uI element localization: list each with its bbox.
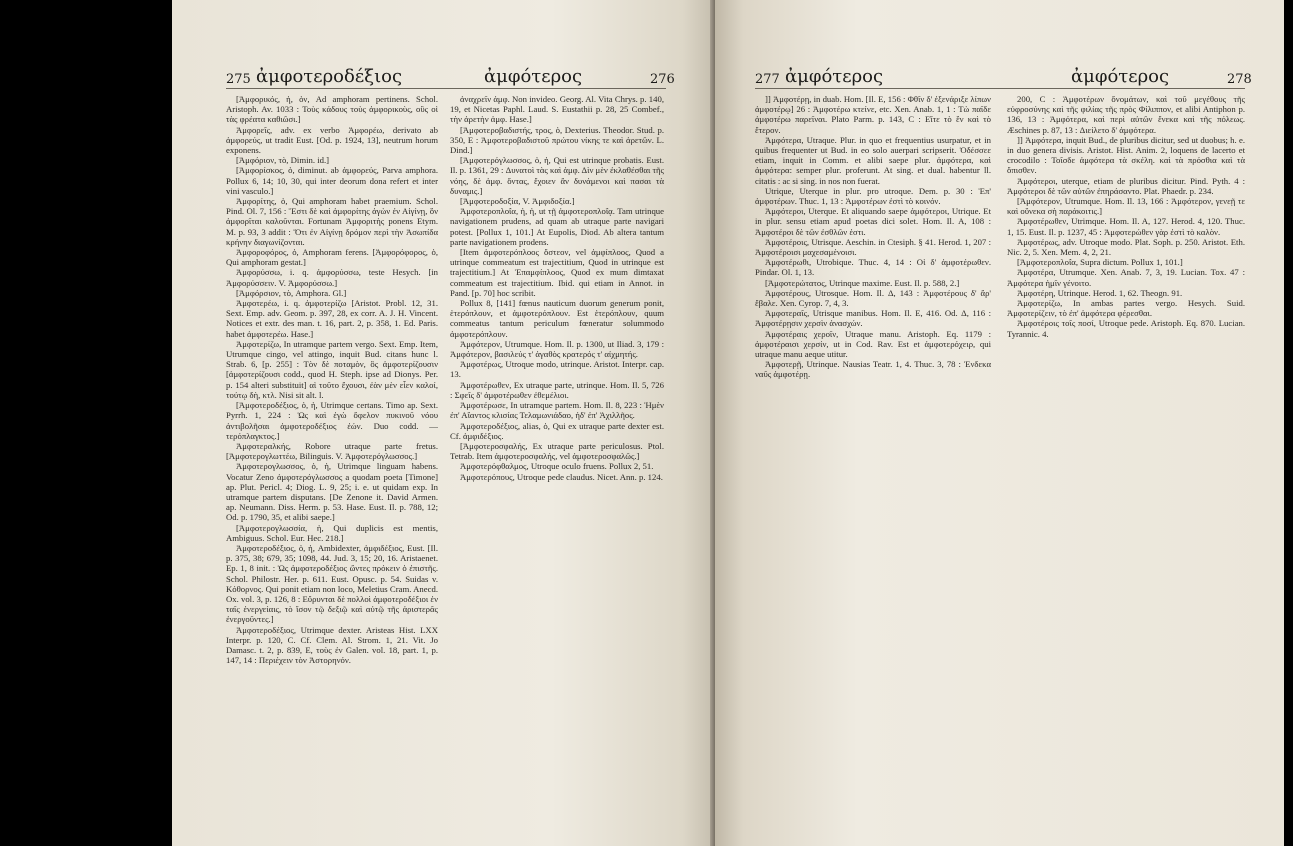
dictionary-entry: Ἀμφότεροι, uterque, etiam de pluribus dicitur. Pind. Pyth. 4 : Ἀμφότεροι δὲ τῶν αὐτῶν ἐπηράσαντο. Plat. Phaedr. p. 234.: [1007, 175, 1245, 196]
dictionary-entry: Ἀμφοτέρωθι, Utrobique. Thuc. 4, 14 : Οἱ δ' ἀμφοτέρωθεν. Pindar. Ol. 1, 13.: [755, 257, 991, 278]
right-page: [715, 0, 1284, 846]
header-rule: [755, 88, 1245, 89]
dictionary-entry: Ἀμφορίτης, ὁ, Qui amphoram habet praemium. Schol. Pind. Ol. 7, 156 : Ἔστι δὲ καὶ ἀμφορίτης ἀγὼν ἐν Αἰγίνῃ, ὃν ἀμφορῖται καλοῦνται. Fortunam Ἀμφοριτὴς ponens Etym. M. p. 93, 3 addit : Ὅτι ἐν Αἰγίνῃ δρόμον περὶ τὴν Ἀσωπίδα κρήνην διαγωνίζονται.: [226, 196, 438, 247]
dictionary-entry: [Ἀμφοτεροδοξία, V. Ἀμφιδοξία.]: [460, 196, 575, 207]
dictionary-entry: Ἀμφορύσσω, i. q. ἀμφορύσσω, teste Hesych. [in Ἀμφορύσσειν. V. Ἀμφορύσσω.]: [226, 267, 438, 288]
dictionary-entry: ]] Ἀμφότερα, inquit Bud., de pluribus dicitur, sed ut duobus; h. e. in duo genera divisis. Aristot. Hist. Anim. 2, loquens de lacerto et crocodilo : Τοῖσδε ἀμφότερα τὰ σκέλη. καὶ τὰ πρόσθια καὶ τὰ ὄπισθεν.: [1007, 134, 1245, 176]
dictionary-entry: Ἀμφοτέραις χεροῖν, Utraque manu. Aristoph. Eq. 1179 : ἀμφοτέραισι χερσίν, ut in Cod. Rav. Est et ἀμφοτερόχειρ, qui utraque manu aeque utitur.: [755, 328, 991, 360]
left-page: [172, 0, 715, 846]
book-spread: [172, 0, 1284, 846]
page-number-left: 275: [226, 72, 251, 87]
dictionary-entry: Ἀμφοτέρως, adv. Utroque modo. Plat. Soph. p. 250. Aristot. Eth. Nic. 2, 5. Xen. Mem. 4, 2, 21.: [1007, 236, 1245, 258]
dictionary-entry: Ἀμφοτερίζω, In ambas partes vergo. Hesych. Suid. Ἀμφοτερίζειν, τὸ ἐπ' ἀμφότερα φέρεσθαι.: [1007, 298, 1245, 319]
dictionary-entry: Ἀμφοτέρα, Utrumque. Xen. Anab. 7, 3, 19. Lucian. Tox. 47 : Ἀμφότερα ἡμῖν γένοιτο.: [1007, 267, 1245, 288]
dictionary-entry: Ἀμφοτερῇ, Utrinque. Nausias Teatr. 1, 4. Thuc. 3, 78 : Ἐνδεκα ναῦς ἀμφοτέρῃ.: [755, 359, 991, 380]
header-rule: [226, 88, 666, 89]
dictionary-entry: Ἀμφοτέρωθεν, Ex utraque parte, utrinque. Hom. Il. 5, 726 : Σφεῖς δ' ἀμφοτέρωθεν ἐθεμέλιοι.: [450, 379, 664, 400]
dictionary-entry: Ἀμφοτερόφθαλμος, Utroque oculo fruens. Pollux 2, 51.: [460, 461, 654, 472]
dictionary-entry: Pollux 8, [141] fœnus nauticum duorum generum ponit, ἑτερόπλουν, et ἀμφοτερόπλουν. Est ἑτερόπλουν, quum commeatus tantum periculum fœneratur solummodo ἀμφοτερόπλουν.: [450, 298, 664, 339]
dictionary-entry: 200, C : Ἀμφοτέρων ὄνομάτων, καὶ τοῦ μεγέθους τῆς εὐφροσύνης καὶ τῆς φιλίας τῆς πρὸς Φίλιππον, et alibi Antiphon p. 136, 13 : Ἀμφότερα, καὶ περὶ αὐτῶν ἕνεκα καὶ τῆς πόλεως. Æschines p. 87, 13 : Διείλετο δ' ἀμφότερα.: [1007, 94, 1245, 135]
text-column-2: [1007, 94, 1245, 834]
page-number-left: 277: [755, 72, 780, 87]
dictionary-entry: Ἀμφότερον, Utrumque. Hom. Il. p. 1300, ut Iliad. 3, 179 : Ἀμφότερον, βασιλεύς τ' ἀγαθὸς κρατερός τ' αἰχμητής.: [450, 338, 664, 360]
dictionary-entry: Ἀμφοτέρωθεν, Utrimque. Hom. Il. A, 127. Herod. 4, 120. Thuc. 1, 15. Eust. Il. p. 1237, 45 : Ἀμφοτερώθεν γὰρ ἐστὶ τὸ καλὸν.: [1007, 216, 1245, 237]
dictionary-entry: Ἀμφοτέροις τοῖς ποσί, Utroque pede. Aristoph. Eq. 870. Lucian. Tyrannic. 4.: [1007, 318, 1245, 339]
dictionary-entry: [Ἀμφορικός, ἡ, ὁν, Ad amphoram pertinens. Schol. Aristoph. Av. 1033 : Τοὺς κάδους τοὺς ἀμφορικοὺς, οὓς οἱ τὰς φρέατα καθιῶσι.]: [226, 94, 438, 125]
dictionary-entry: [Ἀμφοτερόγλωσσος, ὁ, ἡ, Qui est utrinque probatis. Eust. Il. p. 1361, 29 : Δυνατοὶ τὰς καὶ ἀμφ. Δὶν μὲν ἐκλαθέσθαι τῆς νόης, δὲ ἀμφ. ὄντας, ἔχοιεν ἂν δυνάμενοι καὶ πασαι τὰ δυναμις.]: [450, 155, 664, 196]
text-column-1: [226, 94, 438, 834]
dictionary-entry: Ἀμφοτερόπους, Utroque pede claudus. Nicet. Ann. p. 124.: [460, 471, 663, 482]
dictionary-entry: ]] Ἀμφοτέρῃ, in duab. Hom. [Il. E, 156 : Φθῖν δ' ἐξενάριξε λίπων ἀμφοτέρῳ] 26 : Ἀμφοτέρω κτείνε, etc. Xen. Anab. 1, 1 : Τὼ παῖδε ἀμφοτέρω παρεῖναι. Plato Parm. p. 143, C : Εἴτε τὸ ἓν καὶ τὸ ἕτερον.: [755, 94, 991, 135]
dictionary-entry: Ἀμφοτέρως, Utroque modo, utrinque. Aristot. Interpr. cap. 13.: [450, 359, 664, 380]
dictionary-entry: Ἀμφοτεραλκής, Robore utraque parte fretus. [Ἀμφοτερογλωττέω, Bilinguis. V. Ἀμφοτερόγλωσσος.]: [226, 440, 438, 462]
dictionary-entry: [Ἀμφοτερογλωσσία, ἡ, Qui duplicis est mentis, Ambiguus. Schol. Eur. Hec. 218.]: [226, 522, 438, 543]
dictionary-entry: [Ἀμφόρσιον, τὸ, Amphora. Gl.]: [236, 287, 347, 298]
dictionary-entry: Ἀμφοτεροδέξιος, Utrimque dexter. Aristeas Hist. LXX Interpr. p. 120, C. Cf. Clem. Al. Strom. 1, 21. Vit. Jo Damasc. t. 2, p. 839, E, τοὺς ἐν Galen. vol. 18, part. 1, p. 147, 14 : Περιέχειν τὸν Ἀστορηνόν.: [226, 624, 438, 666]
dictionary-entry: Ἀμφοτερίζω, In utramque partem vergo. Sext. Emp. Item, Utrumque cingo, vel attingo, inquit Bud. citans hunc l. Strab. 6, [p. 255] : Τὸν δὲ ποταμὸν, ὃς ἀμφοτερίζουσιν [ἀμφοτερίζουσι codd., quod H. Steph. ipse ad Dionys. Per. p. 154 alteri substituit] αἱ τοῦτο ἔχουσι, ἐὰν μὲν εἶεν καλοί, τούτῳ δὴ, κτλ. Nisi sit alt. l.: [226, 338, 438, 400]
text-column-1: [755, 94, 991, 834]
text-column-2: [450, 94, 664, 834]
dictionary-entry: [Ἀμφοτεροδέξιος, ὁ, ἡ, Utrimque certans. Timo ap. Sext. Pyrrh. 1, 224 : Ὡς καὶ ἐγὼ ὄφελον πυκινοῦ νόου ἀντιβολῆσαι ἀμφοτεροδέξιος ἐών. Duo codd. —τερόπλαγκτος.]: [226, 400, 438, 441]
header-word-right: ἀμφότερος: [484, 66, 583, 87]
header-word-right: ἀμφότερος: [1071, 66, 1170, 87]
dictionary-entry: Ἀμφορεῖς, adv. ex verbo Ἀμφορέω, derivato ab ἀμφορεύς, ut tradit Eust. [Od. p. 1924, 13], neutrum horum exponens.: [226, 124, 438, 156]
dictionary-entry: [Ἀμφορίσκος, ὁ, diminut. ab ἀμφορεύς, Parva amphora. Pollux 6, 14; 10, 30, qui inter deorum dona refert et inter vini vasculo.]: [226, 165, 438, 196]
dictionary-entry: Ἀμφοτεροδέξιος, alias, ὁ, Qui ex utraque parte dexter est. Cf. ἀμφιδέξιος.: [450, 420, 664, 441]
dictionary-entry: Ἀμφοτερέω, i. q. ἀμφοτερίζω [Aristot. Probl. 12, 31. Sext. Emp. adv. Geom. p. 397, 28, ex corr. A. J. H. Vincent. Notices et extr. des man. t. 16, part. 2, p. 358, 1. Ed. Paris. habet ἀμφοτερέω. Hase.]: [226, 298, 438, 339]
dictionary-entry: Ἀμφοτέροις, Utrisque. Aeschin. in Ctesiph. § 41. Herod. 1, 207 : Ἀμφοτέροισι μαχεσαμένοισι.: [755, 236, 991, 258]
dictionary-entry: [Ἀμφότερον, Utrumque. Hom. Il. 13, 166 : Ἀμφότερον, γενεῇ τε καὶ οὕνεκα σὴ παράκοιτις.]: [1007, 196, 1245, 217]
dictionary-entry: [Ἀμφόριον, τὸ, Dimin. id.]: [236, 155, 330, 166]
dictionary-entry: Utrique, Uterque in plur. pro utroque. Dem. p. 30 : Ἐπ' ἀμφοτέρων. Thuc. 1, 13 : Ἀμφοτέρων ἐστὶ τὸ κοινόν.: [755, 185, 991, 207]
dictionary-entry: Ἀμφοτέρωσε, In utramque partem. Hom. Il. 8, 223 : Ἠμὲν ἐπ' Αἴαντος κλισίας Τελαμωνιάδαο, ἠδ' ἐπ' Ἀχιλλῆος.: [450, 400, 664, 421]
page-number-right: 276: [650, 72, 675, 87]
header-word-left: ἀμφότερος: [785, 66, 884, 87]
dictionary-entry: [Item ἀμφοτερόπλοος ὄστεον, vel ἀμφίπλοος, Quod a utrinque commeatum est trajectitium, Quod in utrinque est trajectitium.] At Ἐπαμφίπλοος, Quod ex mum dimtaxat commeatum est trajectitium. Ibid. qui etiam in Annot. in Pand. [p. 70] hoc scribit.: [450, 247, 664, 298]
dictionary-entry: ἀναχρεῖν ἀμφ. Non invideo. Georg. Al. Vita Chrys. p. 140, 19, et Nicetas Paphl. Laud. S. Eustathii p. 28, 25 Combef., τὴν ἀρετὴν ἀμφ. Hase.]: [450, 94, 664, 125]
dictionary-entry: [Ἀμφοτεροβαδιστής, τρος, ὁ, Dexterius. Theodor. Stud. p. 350, E : Ἀμφοτεροβαδιστοῦ πρώτου νίκης τε καὶ ἀρετῶν. L. Dind.]: [450, 124, 664, 156]
dictionary-entry: [Ἀμφοτεροπλοΐα, Supra dictum. Pollux 1, 101.]: [1017, 257, 1183, 268]
dictionary-entry: Ἀμφοροφόρος, ὁ, Amphoram ferens. [Ἀμφορόφορος, ὁ, Qui amphoram gestat.]: [226, 247, 438, 268]
dictionary-entry: [Ἀμφοτεροσφαλής, Ex utraque parte periculosus. Ptol. Tetrab. Item ἀμφοτεροσφαλής, vel ἀμφοτεροσφαλῶς.]: [450, 440, 664, 462]
dictionary-entry: Ἀμφοτεροδέξιος, ὁ, ἡ, Ambidexter, ἀμφιδέξιος, Eust. [Il. p. 375, 38; 679, 35; 1098, 44. Jud. 3, 15; 20, 16. Aristaenet. Ep. 1, 8 init. : Ὡς ἀμφοτεροδέξιος ὤντες πρόκειν ὁ ἐπιστῆς. Schol. Philostr. Her. p. 611. Eust. Opusc. p. 54. Suidas v. Κόθορνος. Qui ponit etiam non loco, Meletius Cram. Anecd. Ox. vol. 3, p. 126, 8 : Εὔρυνται δὲ πολλοὶ ἀμφοτεροδέξιοι ἐν ταῖς ἐνεργείαις, τὸ ἴσον τῷ δεξιῷ καὶ αὐτῷ τῆς ἀριστερᾶς ἐνεργοῦντες.]: [226, 542, 438, 625]
dictionary-entry: Ἀμφοτερογλωσσος, ὁ, ἡ, Utrimque linguam habens. Vocatur Zeno ἀμφοτερόγλωσσος a quodam poeta [Timone] ap. Plut. Pericl. 4; Diog. L. 9, 25; i. e. ut quidam exp. In utramque partem disputans. [De Zenone it. David Armen. ap. Neumann. Diss. Herm. p. 53. Hase. Eust. Il. p. 788, 12; Od. p. 1790, 35, et alibi saepe.]: [226, 461, 438, 523]
dictionary-entry: Ἀμφοτεραῖς, Utrisque manibus. Hom. Il. E, 416. Od. Δ, 116 : Ἀμφοτέρῃσιν χερσὶν ἀνασχών.: [755, 308, 991, 329]
page-number-right: 278: [1227, 72, 1252, 87]
dictionary-entry: Ἀμφότερα, Utraque. Plur. in quo et frequentius usurpatur, et in quibus frequenter ut Bud. in eo solo auerpari scripserit. Ὁδέσσεε etiam, inquit in Comm. et alibi saepe plur. ἀμφότερα, καὶ ἀμφότερα: semper plur. proferunt. At sing. et dual. habentur ll. citatis : ac si sing. in nos non fuerat.: [755, 134, 991, 186]
dictionary-entry: Ἀμφότεροι, Uterque. Et aliquando saepe ἀμφότεροι, Utrique. Et in plur. sensu etiam apud poetas dici solet. Hom. Il. A, 108 : Ἀμφοτέροι δὲ τῶν ἐσθλῶν ἐστι.: [755, 206, 991, 237]
dictionary-entry: Ἀμφοτέρη, Utrinque. Herod. 1, 62. Theogn. 91.: [1017, 287, 1183, 298]
dictionary-entry: Ἀμφοτεροπλοΐα, ἡ, ἡ, ut τῇ ἀμφοτεροπλοΐᾳ. Tam utrinque navigationem prudens, ad quam ab utraque parte navigari potest. [Pollux 1, 101.] At Eupolis, Diod. Ab altera tantum parte navigationem prodens.: [450, 206, 664, 247]
dictionary-entry: Ἀμφοτέρους, Utrosque. Hom. Il. Δ, 143 : Ἀμφοτέρους δ' ἄρ' ἔβαλε. Xen. Cyrop. 7, 4, 3.: [755, 287, 991, 309]
dictionary-entry: [Ἀμφοτερώτατος, Utrinque maxime. Eust. Il. p. 588, 2.]: [765, 277, 960, 288]
header-word-left: ἀμφοτεροδέξιος: [256, 66, 403, 87]
